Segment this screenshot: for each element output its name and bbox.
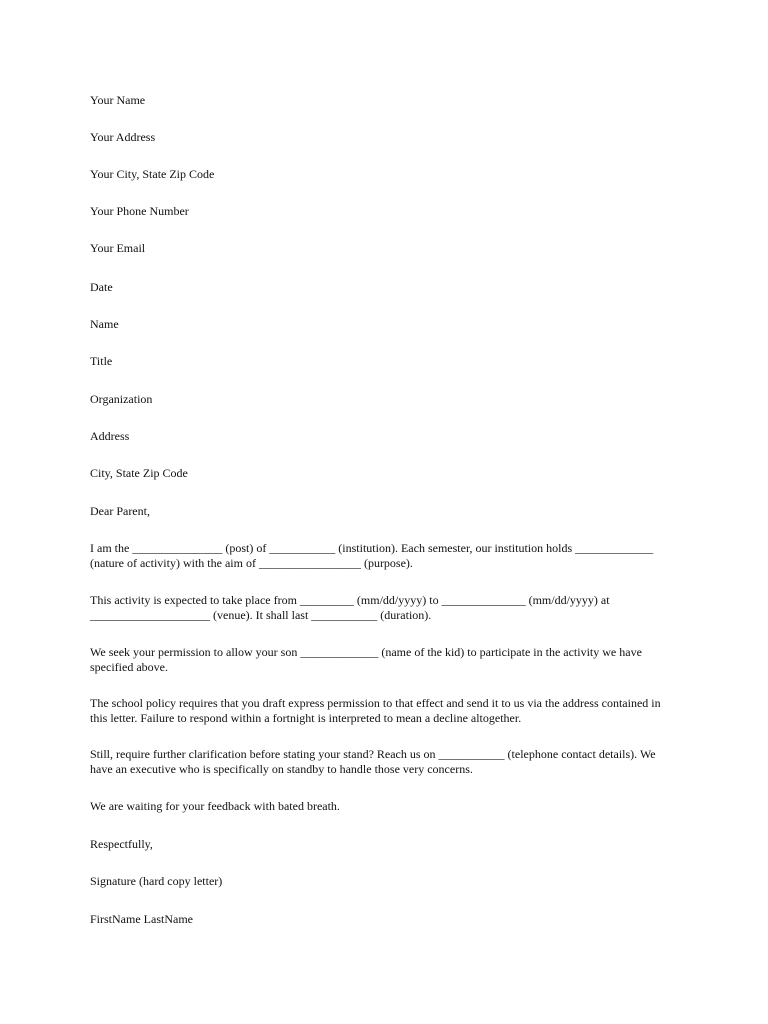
- recipient-title: Title: [90, 354, 113, 368]
- salutation: Dear Parent,: [90, 504, 150, 518]
- sender-city-state-zip: Your City, State Zip Code: [90, 167, 215, 181]
- paragraph-line: have an executive who is specifically on standby to handle those very concerns.: [90, 761, 473, 776]
- closing: Respectfully,: [90, 837, 153, 851]
- letter-date: Date: [90, 280, 113, 294]
- recipient-name: Name: [90, 317, 119, 331]
- paragraph-line: this letter. Failure to respond within a fortnight is interpreted to mean a decline altogether.: [90, 710, 522, 725]
- paragraph-line: I am the _______________ (post) of ___________ (institution). Each semester, our institution holds _____________: [90, 541, 654, 555]
- signer-name: FirstName LastName: [90, 912, 193, 926]
- paragraph-awaiting-feedback: We are waiting for your feedback with bated breath.: [90, 799, 340, 813]
- sender-address: Your Address: [90, 130, 156, 144]
- paragraph-line: Still, require further clarification before stating your stand? Reach us on ___________ (telephone contact details). We: [90, 747, 656, 761]
- sender-name: Your Name: [90, 93, 146, 107]
- paragraph-post-institution: [90, 541, 670, 570]
- paragraph-permission-request: [90, 645, 670, 674]
- recipient-address: Address: [90, 429, 130, 443]
- paragraph-line: We seek your permission to allow your son _____________ (name of the kid) to participate in the activity we have: [90, 645, 642, 659]
- paragraph-line: (nature of activity) with the aim of _________________ (purpose).: [90, 555, 413, 570]
- recipient-organization: Organization: [90, 392, 153, 406]
- paragraph-line: The school policy requires that you draft express permission to that effect and send it to us via the address contained in: [90, 696, 661, 710]
- paragraph-line: specified above.: [90, 659, 168, 674]
- sender-phone: Your Phone Number: [90, 204, 189, 218]
- signature-line: Signature (hard copy letter): [90, 874, 223, 888]
- paragraph-dates-venue: [90, 593, 670, 622]
- paragraph-clarification: [90, 747, 670, 776]
- paragraph-school-policy: [90, 696, 670, 725]
- paragraph-line: This activity is expected to take place from _________ (mm/dd/yyyy) to ______________ (mm/dd/yyyy) at: [90, 593, 610, 607]
- sender-email: Your Email: [90, 241, 146, 255]
- recipient-city-state-zip: City, State Zip Code: [90, 466, 188, 480]
- paragraph-line: ____________________ (venue). It shall last ___________ (duration).: [90, 607, 432, 622]
